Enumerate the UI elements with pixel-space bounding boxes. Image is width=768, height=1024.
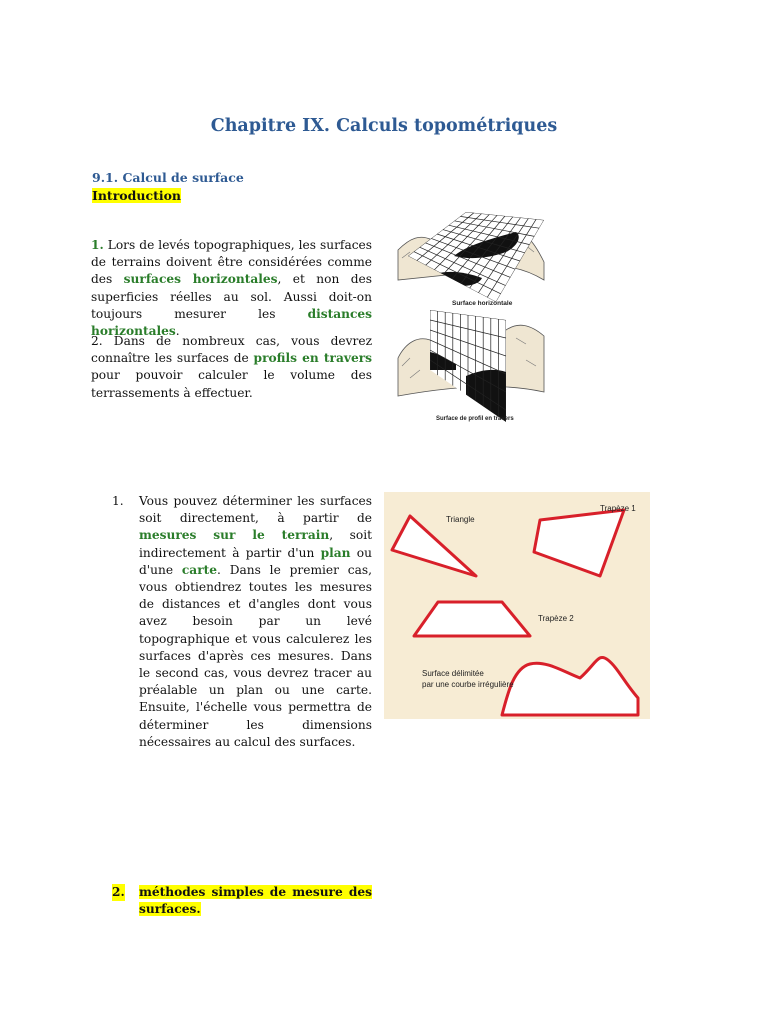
- paragraph-number: 1.: [91, 238, 104, 252]
- list-number: 2.: [112, 884, 125, 901]
- label-curve-line2: par une courbe irrégulière: [422, 680, 514, 689]
- text-run: 2. Dans de nombreux cas, vous devrez connaître les surfaces de: [91, 334, 372, 366]
- intro-label: [92, 188, 181, 203]
- text-run: , soit indirectement à partir d'un: [139, 528, 372, 560]
- terrain-grid-figure: [396, 210, 546, 428]
- list-number: 1.: [112, 494, 124, 508]
- term-mesures-terrain: mesures sur le terrain: [139, 528, 330, 543]
- highlighted-text: méthodes simples de mesure des surfaces.: [139, 885, 372, 917]
- surface-shapes-figure: [384, 492, 650, 719]
- paragraph-horizontal-surfaces: [91, 237, 372, 340]
- label-trapeze1: Trapèze 1: [600, 504, 636, 513]
- text-run: pour pouvoir calculer le volume des terrassements à effectuer.: [91, 368, 372, 400]
- label-triangle: Triangle: [446, 515, 475, 524]
- term-profils-en-travers: profils en travers: [253, 351, 372, 366]
- term-surfaces-horizontales: surfaces horizontales: [123, 272, 278, 287]
- list-text: [139, 493, 372, 751]
- term-distances-horizontales: distances horizontales: [91, 306, 372, 339]
- label-trapeze2: Trapèze 2: [538, 614, 574, 623]
- intro-label-text: Introduction: [92, 188, 182, 203]
- section-heading: 9.1. Calcul de surface: [92, 170, 244, 185]
- text-run: , et non des superficies réelles au sol. Aussi doit-on toujours mesurer les: [91, 272, 372, 321]
- paragraph-cross-sections: [91, 333, 372, 402]
- text-run: ou d'une: [139, 545, 372, 577]
- term-carte: carte: [181, 562, 218, 577]
- figure-caption-horizontal: Surface horizontale: [452, 300, 513, 307]
- page-title: Chapitre IX. Calculs topométriques: [210, 116, 558, 136]
- list-text: [139, 884, 372, 918]
- term-plan: plan: [320, 545, 351, 560]
- text-run: . Dans le premier cas, vous obtiendrez toutes les mesures de distances et d'angles dont vous avez besoin par un levé topographique et vous calculerez les surfaces d'après ces mesures. Dans le second cas, vous devrez tracer au préalable un plan ou une carte. Ensuite, l'échelle vous permettra de déterminer les dimensions nécessaires au calcul des surfaces.: [139, 562, 372, 749]
- text-run: .: [175, 324, 180, 339]
- label-curve-line1: Surface délimitée: [422, 669, 484, 678]
- text-run: Lors de levés topographiques, les surfaces de terrains doivent être considérées comme des: [91, 238, 372, 287]
- text-run: Vous pouvez déterminer les surfaces soit directement, à partir de: [139, 494, 372, 526]
- figure-caption-profile: Surface de profil en travers: [436, 416, 514, 422]
